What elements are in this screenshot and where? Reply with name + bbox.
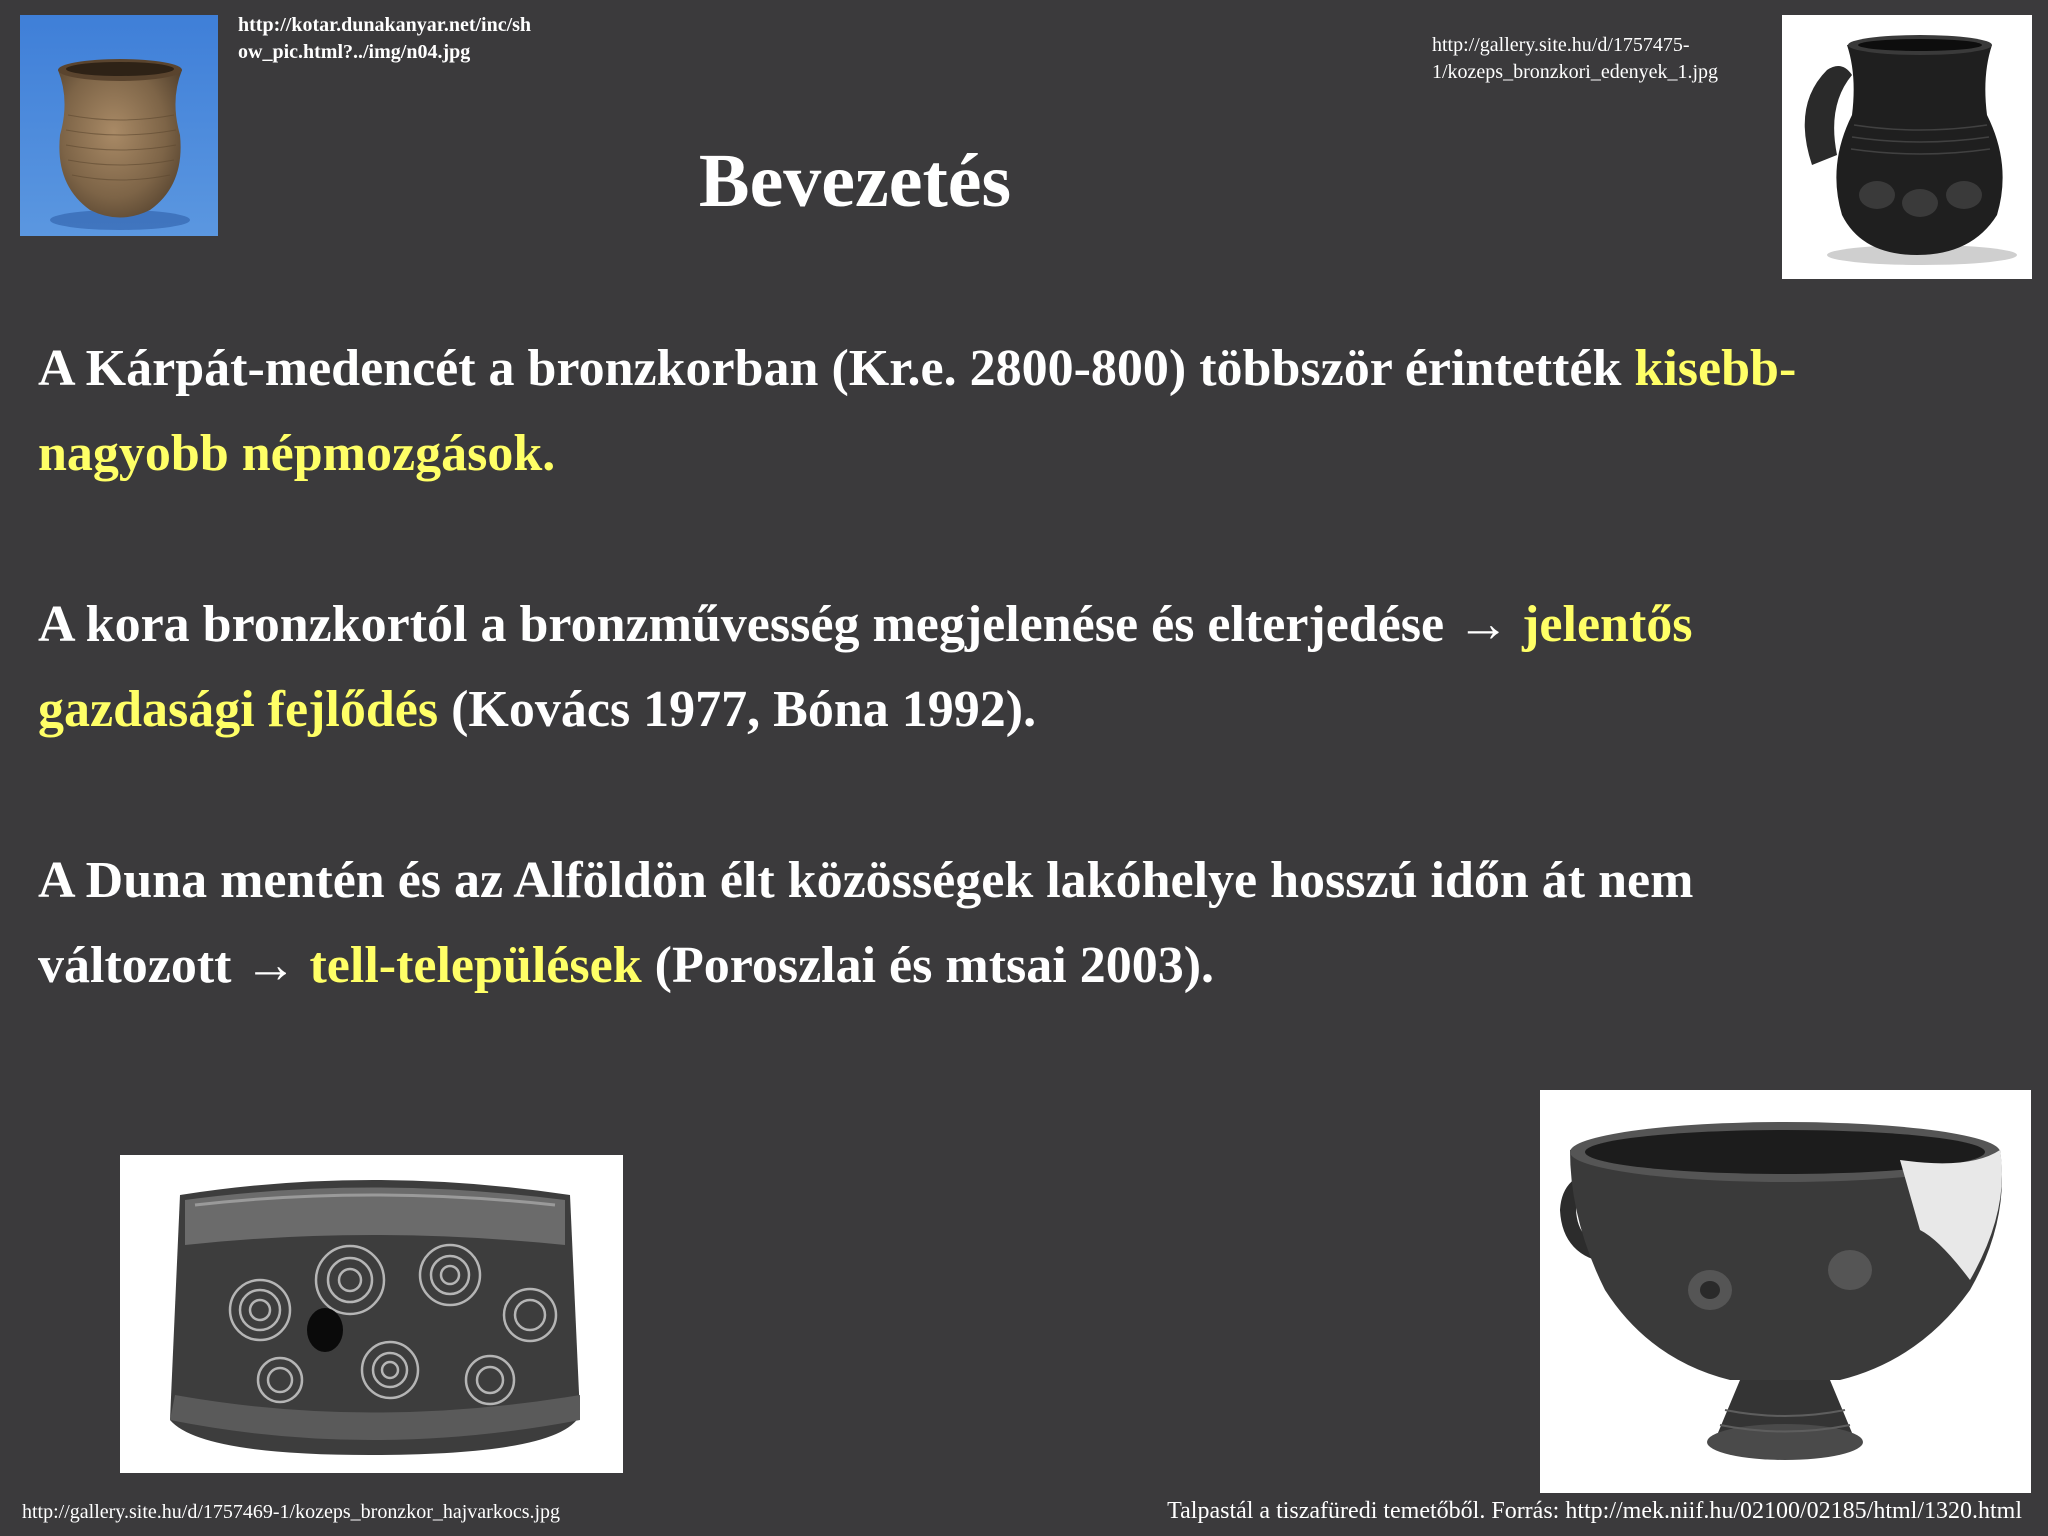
paragraph-2-highlight-a: jelentős xyxy=(1522,596,1693,653)
paragraph-1-highlight-b: nagyobb népmozgások. xyxy=(38,425,556,482)
paragraph-3-text-a: változott → xyxy=(38,937,310,994)
paragraph-2-line-1 xyxy=(38,582,2013,667)
top-right-source-line1: http://gallery.site.hu/d/1757475- xyxy=(1432,34,1690,56)
paragraph-2-text-a: A kora bronzkortól a bronzművesség megjelenése és elterjedése → xyxy=(38,596,1523,653)
top-left-image-source xyxy=(238,12,531,66)
paragraph-3-highlight: tell-települések xyxy=(309,937,642,994)
paragraph-3-line-1: A Duna mentén és az Alföldön élt közösségek lakóhelye hosszú időn át nem xyxy=(38,852,1694,909)
top-right-image-source xyxy=(1432,32,1718,86)
top-right-source-line2: 1/kozeps_bronzkori_edenyek_1.jpg xyxy=(1432,61,1719,83)
paragraph-1-highlight-a: kisebb- xyxy=(1634,340,1797,397)
paragraph-2-text-b: (Kovács 1977, Bóna 1992). xyxy=(438,681,1037,738)
top-left-source-line1: http://kotar.dunakanyar.net/inc/sh xyxy=(238,14,532,36)
top-left-source-line2: ow_pic.html?../img/n04.jpg xyxy=(238,41,471,63)
paragraph-migrations xyxy=(38,326,2013,496)
paragraph-3-text-b: (Poroszlai és mtsai 2003). xyxy=(641,937,1215,994)
paragraph-1-text: A Kárpát-medencét a bronzkorban (Kr.e. 2800-800) többször érintették xyxy=(38,340,1635,397)
paragraph-1-line-1 xyxy=(38,326,2013,411)
dark-jug-image xyxy=(1782,15,2032,279)
paragraph-2-highlight-b: gazdasági fejlődés xyxy=(38,681,439,738)
paragraph-2-line-2 xyxy=(38,667,2013,752)
spiral-vessel-image xyxy=(120,1155,623,1473)
bottom-left-image-source: http://gallery.site.hu/d/1757469-1/kozeps_bronzkor_hajvarkocs.jpg xyxy=(22,1501,561,1523)
footed-bowl-image xyxy=(1540,1090,2031,1493)
paragraph-tell-settlements xyxy=(38,838,2013,1008)
bottom-right-image-caption: Talpastál a tiszafüredi temetőből. Forrás: http://mek.niif.hu/02100/02185/html/1320.html xyxy=(1167,1498,2022,1524)
slide-title: Bevezetés xyxy=(698,139,1012,223)
paragraph-3-line-2 xyxy=(38,923,2013,1008)
paragraph-bronzework xyxy=(38,582,2013,752)
